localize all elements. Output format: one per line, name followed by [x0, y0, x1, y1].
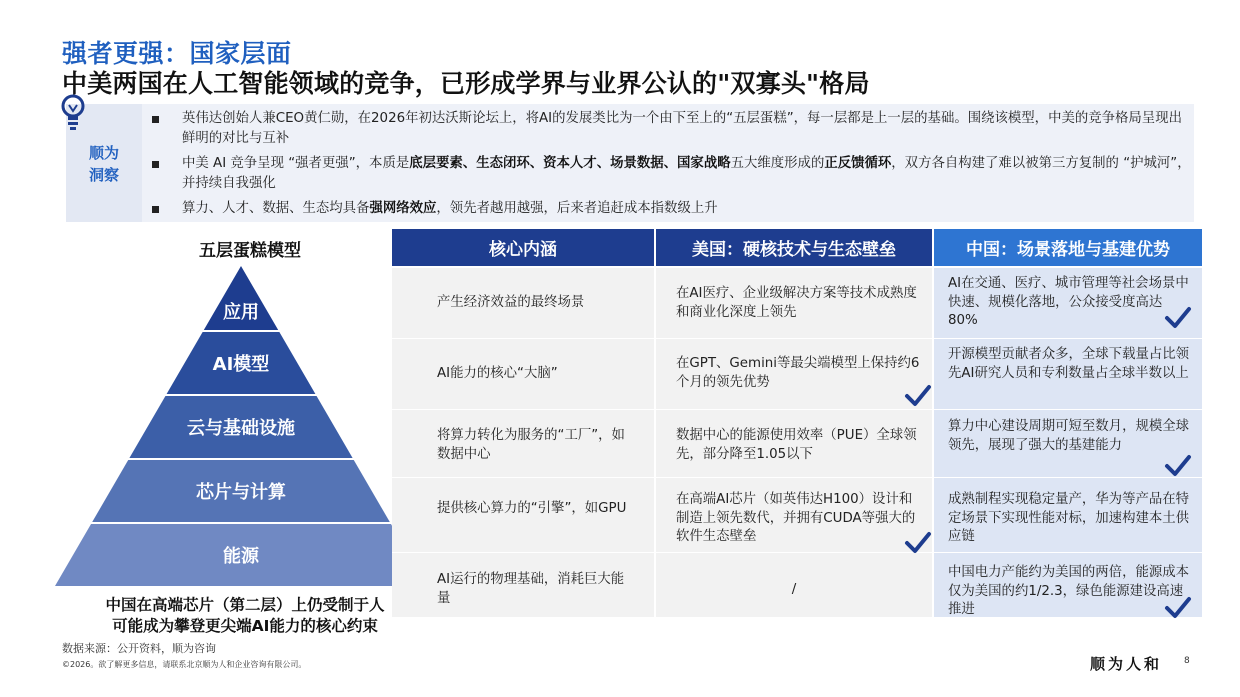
bullet-marker	[152, 206, 159, 213]
text-run: 五大维度形成的	[730, 156, 825, 171]
pyramid-caption-line1: 中国在高端芯片（第二层）上仍受制于人	[105, 596, 385, 614]
page-number: 8	[1184, 656, 1190, 666]
pyramid-caption-line2: 可能成为攀登更尖端AI能力的核心约束	[112, 617, 378, 635]
table-cell-cn: 算力中心建设周期可短至数月，规模全球领先，展现了强大的基建能力	[948, 419, 1190, 453]
page-subtitle: 中美两国在人工智能领域的竞争，已形成学界与业界公认的"双寡头"格局	[62, 69, 870, 98]
table-cell-core: AI运行的物理基础，消耗巨大能量	[437, 572, 625, 606]
bold-run: 、	[529, 156, 544, 171]
pyramid-layer-label: AI模型	[212, 354, 270, 375]
pyramid-caption	[60, 595, 430, 637]
text-run: ，双方各自构建了难以被第三方复制的 “护城河”，并持续自我强化	[182, 156, 1191, 191]
insight-label	[86, 142, 122, 186]
copyright: ©2026。欲了解更多信息，请联系北京顺为人和企业咨询有限公司。	[62, 660, 307, 669]
bold-run: 、	[596, 156, 611, 171]
checkmark-icon	[904, 384, 932, 408]
bullet-marker	[152, 116, 159, 123]
table-cell-core: 提供核心算力的“引擎”，如GPU	[437, 501, 627, 516]
pyramid-layer-label: 应用	[223, 302, 259, 323]
table-header-us: 美国：硬核技术与生态壁垒	[656, 229, 932, 266]
row-divider	[392, 477, 1202, 478]
table-cell-core: 将算力转化为服务的“工厂”，如数据中心	[437, 428, 625, 462]
row-divider	[392, 409, 1202, 410]
bold-run: 资本人才	[543, 156, 597, 171]
checkmark-icon	[1164, 596, 1192, 620]
text-run: ，领先者越用越强，后来者追赶成本指数级上升	[436, 201, 718, 216]
table-cell-core: AI能力的核心“大脑”	[437, 366, 558, 381]
pyramid-layer-label: 芯片与计算	[196, 482, 286, 503]
company-logo: 顺为人和	[1090, 655, 1163, 673]
table-header-core: 核心内涵	[392, 229, 654, 266]
bold-run: 正反馈循环	[824, 156, 892, 171]
table-cell-us: 在高端AI芯片（如英伟达H100）设计和制造上领先数代，并拥有CUDA等强大的软件生态壁垒	[676, 492, 916, 544]
data-source: 数据来源：公开资料，顺为咨询	[62, 642, 216, 655]
checkmark-icon	[1164, 454, 1192, 478]
lightbulb-icon	[58, 92, 88, 132]
table-cell-us: 数据中心的能源使用效率（PUE）全球领先，部分降至1.05以下	[676, 428, 917, 462]
checkmark-icon	[904, 531, 932, 555]
bold-run: 底层要素	[409, 156, 463, 171]
bold-run: 场景数据	[610, 156, 664, 171]
insight-bullet-2-text	[182, 154, 1192, 194]
table-cell-cn: AI在交通、医疗、城市管理等社会场景中快速、规模化落地，公众接受度高达80%	[948, 276, 1189, 328]
bold-run: 生态闭环	[476, 156, 530, 171]
bullet-marker	[152, 161, 159, 168]
insight-bullet-1-text: 英伟达创始人兼CEO黄仁勋，在2026年初达沃斯论坛上，将AI的发展类比为一个由下至上的“五层蛋糕”，每一层都是上一层的基础。围绕该模型，中美的竞争格局呈现出鲜明的对比与互补	[182, 111, 1182, 146]
table-cell-cn: 成熟制程实现稳定量产，华为等产品在特定场景下实现性能对标，加速构建本土供应链	[948, 492, 1190, 544]
bold-run: 、	[462, 156, 477, 171]
pyramid-layer-label: 能源	[223, 546, 259, 567]
table-cell-cn: 开源模型贡献者众多，全球下载量占比领先AI研究人员和专利数量占全球半数以上	[948, 347, 1190, 381]
pyramid-title: 五层蛋糕模型	[199, 241, 301, 261]
page-title: 强者更强：国家层面	[62, 39, 292, 68]
bold-run: 、	[663, 156, 678, 171]
text-run: 中美 AI 竞争呈现 “强者更强”，本质是	[182, 156, 410, 171]
row-divider	[392, 338, 1202, 339]
table-cell-cn: 中国电力产能约为美国的两倍，能源成本仅为美国的约1/2.3，绿色能源建设高速推进	[948, 565, 1190, 617]
pyramid-layer-label: 云与基础设施	[187, 418, 295, 439]
insight-bullet-3-text	[182, 199, 1192, 219]
table-cell-us: 在AI医疗、企业级解决方案等技术成熟度和商业化深度上领先	[676, 286, 917, 320]
table-cell-core: 产生经济效益的最终场景	[437, 295, 585, 310]
pyramid-diagram	[50, 266, 432, 586]
bold-run: 强网络效应	[369, 201, 437, 216]
text-run: 算力、人才、数据、生态均具备	[182, 201, 370, 216]
insight-label-line2: 洞察	[88, 166, 119, 184]
insight-label-line1: 顺为	[88, 144, 119, 162]
table-cell-us: 在GPT、Gemini等最尖端模型上保持约6个月的领先优势	[676, 356, 920, 390]
row-divider	[392, 552, 1202, 553]
bold-run: 国家战略	[677, 156, 731, 171]
table-header-cn: 中国：场景落地与基建优势	[934, 229, 1202, 266]
table-cell-us: /	[791, 582, 797, 597]
checkmark-icon	[1164, 306, 1192, 330]
